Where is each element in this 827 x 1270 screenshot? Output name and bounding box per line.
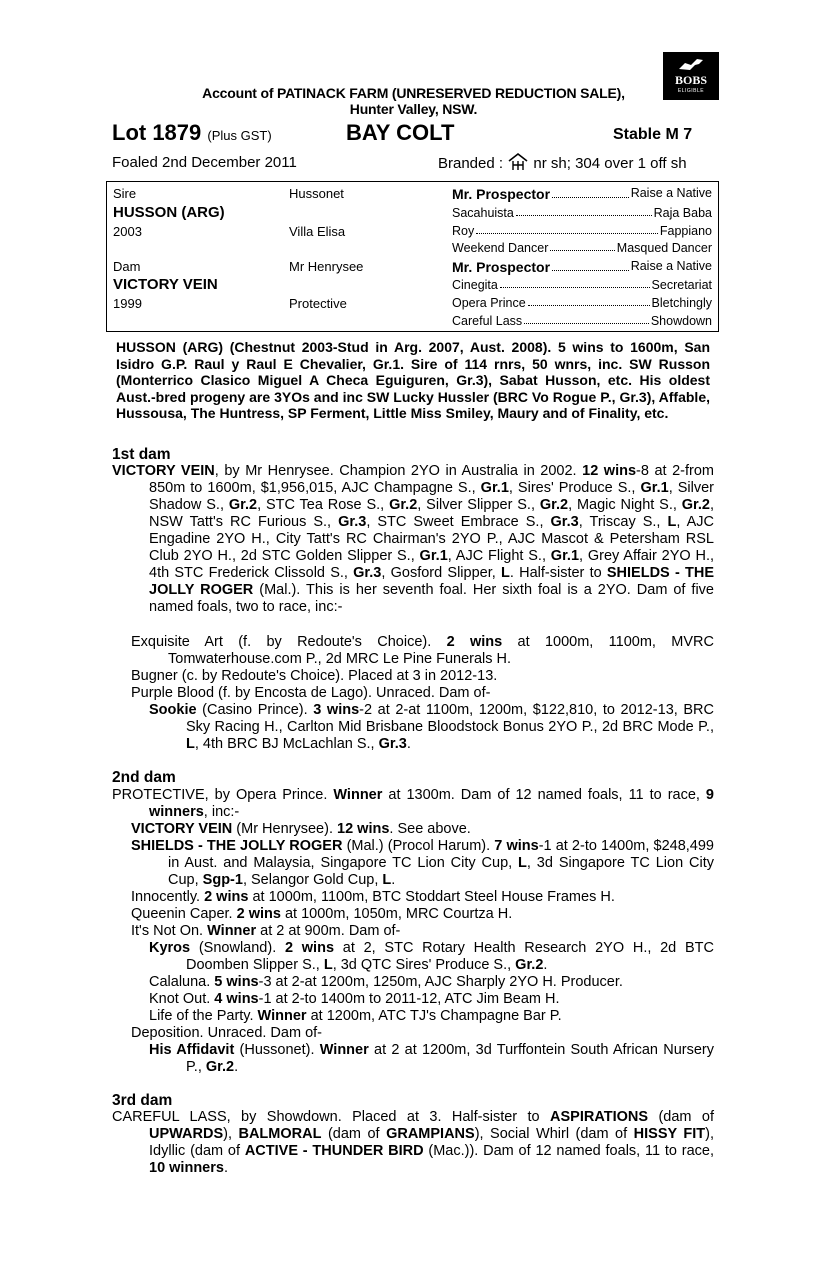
branded-info (438, 152, 687, 172)
grade-bold: Gr.3 (550, 514, 579, 530)
text: . (406, 736, 411, 752)
horse-name-bold: His Affidavit (149, 1042, 235, 1058)
grade-bold: Sgp-1 (202, 872, 243, 888)
text: (dam of (648, 1109, 714, 1125)
text: ), Idyllic (dam of (149, 1126, 715, 1159)
winner-bold: Winner (319, 1042, 369, 1058)
third-dam-paragraph (112, 1109, 714, 1177)
pedigree-ancestor-sire: Raise a Native (630, 259, 712, 273)
grade-bold: Gr.2 (681, 497, 710, 513)
text: at 1300m. Dam of 12 named foals, 11 to race, (382, 787, 706, 803)
text: (Mr Henrysee). (232, 821, 338, 837)
text: , AJC Engadine 2YO H., City Tatt's RC Chairman's 2YO P., AJC Mascot & Petersham RSL Club 2YO H., 2d STC Golden Slipper S., (149, 514, 714, 564)
progeny-entry (149, 974, 714, 991)
text: , Magic Night S., (568, 497, 682, 513)
sire-sire: Hussonet (289, 186, 344, 201)
lot-description: BAY COLT (346, 120, 455, 145)
text: . (223, 1160, 228, 1176)
pedigree-row (452, 296, 712, 310)
horse-name-bold: GRAMPIANS (386, 1126, 475, 1142)
first-dam-paragraph (112, 463, 714, 616)
text: (Mal.) (Procol Harum). (342, 838, 495, 854)
winners-bold: 9 winners (149, 787, 714, 820)
first-dam-heading: 1st dam (112, 446, 171, 463)
second-dam-heading: 2nd dam (112, 769, 176, 786)
progeny-entry (149, 940, 714, 974)
text: at 1000m, 1050m, MRC Courtza H. (280, 906, 513, 922)
horse-name-bold: BALMORAL (238, 1126, 322, 1142)
grade-bold: Gr.1 (640, 480, 669, 496)
pedigree-ancestor: Sacahuista (452, 206, 514, 220)
horse-icon (677, 56, 705, 72)
grade-bold: Gr.2 (228, 497, 258, 513)
horse-name-bold: SHIELDS - THE JOLLY ROGER (149, 565, 714, 598)
horse-name-bold: SHIELDS - THE JOLLY ROGER (131, 838, 343, 854)
pedigree-ancestor: Opera Prince (452, 296, 526, 310)
wins-bold: 2 wins (236, 906, 281, 922)
wins-bold: 2 wins (446, 634, 503, 650)
pedigree-row (452, 259, 712, 275)
text: at 2 at 900m. Dam of- (256, 923, 401, 939)
pedigree-row (452, 224, 712, 238)
text: It's Not On. (131, 923, 208, 939)
pedigree-ancestor: Roy (452, 224, 475, 238)
text: , STC Tea Rose S., (257, 497, 390, 513)
text: ), (223, 1126, 239, 1142)
listed-bold: L (382, 872, 392, 888)
text: , inc:- (203, 804, 240, 820)
pedigree-ancestor-sire: Raja Baba (653, 206, 712, 220)
text: -8 at 2-from 850m to 1600m, $1,956,015, AJC Champagne S., (149, 463, 714, 496)
progeny-entry (131, 821, 714, 838)
wins-bold: 4 wins (214, 991, 259, 1007)
text: Innocently. (131, 889, 205, 905)
branded-text: nr sh; 304 over 1 off sh (533, 155, 687, 172)
winner-bold: Winner (257, 1008, 307, 1024)
listed-bold: L (667, 514, 677, 530)
text: Exquisite Art (f. by Redoute's Choice). (131, 634, 447, 650)
grade-bold: Gr.3 (353, 565, 382, 581)
pedigree-row (452, 278, 712, 292)
progeny-entry (131, 889, 714, 906)
listed-bold: L (186, 736, 195, 752)
text: (Mac.)). Dam of 12 named foals, 11 to race, (423, 1143, 714, 1159)
account-line: Account of PATINACK FARM (UNRESERVED REDUCTION SALE), (202, 85, 625, 101)
text: Calaluna. (149, 974, 215, 990)
grade-bold: Gr.1 (480, 480, 509, 496)
sire-summary: HUSSON (ARG) (Chestnut 2003-Stud in Arg. 2007, Aust. 2008). 5 wins to 1600m, San Isidro G.P. Raul y Raul E Chevalier, Gr.1. Sire of 114 rnrs, 50 wnrs, inc. SW Russon (Monterrico Clasico Miguel A Checa Eguiguren, Gr.3), Sabat Husson, etc. His oldest Aust.-bred progeny are 3YOs and inc SW Lucky Hussler (BRC Vo Rogue P., Gr.3), Affable, Hussousa, The Huntress, SP Ferment, Little Miss Smiley, Maury and of Finality, etc. (116, 339, 710, 421)
lot-number (112, 120, 272, 146)
grade-bold: Gr.2 (205, 1059, 235, 1075)
text: . (234, 1059, 239, 1075)
wins-bold: 7 wins (494, 838, 539, 854)
text: at 1200m, ATC TJ's Champagne Bar P. (306, 1008, 562, 1024)
pedigree-ancestor: Mr. Prospector (452, 186, 551, 202)
wins-bold: 2 wins (284, 940, 335, 956)
progeny-entry (149, 1008, 714, 1025)
listed-bold: L (501, 565, 510, 581)
branded-label: Branded : (438, 155, 504, 172)
text: at 1000m, 1100m, BTC Stoddart Steel House Frames H. (248, 889, 615, 905)
location-line: Hunter Valley, NSW. (349, 101, 478, 117)
pedigree-row (452, 206, 712, 220)
grade-bold: Gr.3 (378, 736, 407, 752)
progeny-entry: Purple Blood (f. by Encosta de Lago). Unraced. Dam of- (131, 685, 491, 701)
pedigree-ancestor-sire: Fappiano (659, 224, 712, 238)
pedigree-row (452, 186, 712, 202)
text: , STC Sweet Embrace S., (366, 514, 551, 530)
grade-bold: Gr.2 (515, 957, 544, 973)
text: at 1000m, 1100m, MVRC Tomwaterhouse.com P., 2d MRC Le Pine Funerals H. (168, 634, 714, 667)
progeny-entry (131, 838, 714, 889)
text: . (391, 872, 396, 888)
text: , by Mr Henrysee. Champion 2YO in Australia in 2002. (214, 463, 583, 479)
winner-bold: Winner (333, 787, 383, 803)
brand-mark-icon (507, 152, 529, 172)
logo-subtext: ELIGIBLE (677, 88, 705, 94)
pedigree-row (452, 241, 712, 255)
sire-name: HUSSON (ARG) (113, 204, 225, 221)
dam-label: Dam (113, 259, 141, 274)
dam-dam: Protective (289, 296, 347, 311)
text: (Mal.). This is her seventh foal. Her sixth foal is a 2YO. Dam of five named foals, two to race, inc:- (149, 582, 714, 615)
text: , 3d Singapore TC Lion City Cup, (168, 855, 715, 888)
pedigree-ancestor: Cinegita (452, 278, 498, 292)
text: , 3d QTC Sires' Produce S., (332, 957, 516, 973)
progeny-entry: Deposition. Unraced. Dam of- (131, 1025, 322, 1041)
text: (Hussonet). (234, 1042, 320, 1058)
progeny-entry (149, 702, 714, 753)
text: (dam of (321, 1126, 387, 1142)
text: (Casino Prince). (196, 702, 314, 718)
progeny-entry: Bugner (c. by Redoute's Choice). Placed at 3 in 2012-13. (131, 668, 498, 684)
text: at 2, STC Rotary Health Research 2YO H., 2d BTC Doomben Slipper S., (186, 940, 714, 973)
second-dam-paragraph (112, 787, 714, 821)
pedigree-ancestor-sire: Bletchingly (651, 296, 712, 310)
lot-number-text: Lot 1879 (112, 120, 202, 145)
text: , Triscay S., (578, 514, 668, 530)
horse-name-bold: VICTORY VEIN (131, 821, 233, 837)
wins-bold: 2 wins (204, 889, 249, 905)
horse-name-bold: Kyros (149, 940, 191, 956)
winner-bold: Winner (207, 923, 257, 939)
bobs-logo (663, 52, 719, 100)
wins-bold: 12 wins (337, 821, 390, 837)
progeny-entry (131, 923, 714, 940)
text: . Half-sister to (509, 565, 607, 581)
horse-name-bold: ASPIRATIONS (550, 1109, 649, 1125)
third-dam-heading: 3rd dam (112, 1092, 173, 1109)
text: , 4th BRC BJ McLachlan S., (194, 736, 379, 752)
horse-name-bold: Sookie (149, 702, 197, 718)
pedigree-ancestor: Mr. Prospector (452, 259, 551, 275)
wins-bold: 3 wins (313, 702, 360, 718)
text: Queenin Caper. (131, 906, 237, 922)
stable-label: Stable M 7 (613, 126, 693, 143)
winners-bold: 10 winners (149, 1160, 224, 1176)
text: -3 at 2-at 1200m, 1250m, AJC Sharply 2YO H. Producer. (258, 974, 623, 990)
horse-name-bold: ACTIVE - THUNDER BIRD (244, 1143, 424, 1159)
pedigree-ancestor-sire: Showdown (650, 314, 712, 328)
listed-bold: L (323, 957, 333, 973)
dam-name: VICTORY VEIN (113, 276, 218, 293)
text: (Snowland). (190, 940, 285, 956)
text: -1 at 2-to 1400m to 2011-12, ATC Jim Beam H. (258, 991, 560, 1007)
progeny-entry (131, 634, 714, 668)
text: , NSW Tatt's RC Furious S., (149, 497, 715, 530)
grade-bold: Gr.2 (389, 497, 418, 513)
pedigree-ancestor: Careful Lass (452, 314, 523, 328)
gst-note: (Plus GST) (207, 128, 272, 143)
progeny-entry (149, 1042, 714, 1076)
text: , Silver Shadow S., (149, 480, 714, 513)
sire-year: 2003 (113, 224, 142, 239)
wins-bold: 12 wins (582, 463, 637, 479)
text: PROTECTIVE, by Opera Prince. (112, 787, 334, 803)
grade-bold: Gr.2 (539, 497, 569, 513)
pedigree-ancestor-sire: Raise a Native (630, 186, 712, 200)
text: , Selangor Gold Cup, (242, 872, 383, 888)
listed-bold: L (518, 855, 527, 871)
text: -2 at 2-at 1100m, 1200m, $122,810, to 2012-13, BRC Sky Racing H., Carlton Mid Brisbane Bloodstock Bonus 2YO P., 2d BRC Mode P., (186, 702, 714, 735)
horse-name-bold: UPWARDS (149, 1126, 224, 1142)
grade-bold: Gr.1 (419, 548, 448, 564)
text: . See above. (389, 821, 471, 837)
sire-dam: Villa Elisa (289, 224, 346, 239)
logo-text: BOBS (674, 73, 707, 87)
foaled-date: Foaled 2nd December 2011 (112, 154, 297, 171)
text: , Sires' Produce S., (508, 480, 641, 496)
progeny-entry (131, 906, 714, 923)
wins-bold: 5 wins (214, 974, 259, 990)
dam-name-bold: VICTORY VEIN (112, 463, 215, 479)
pedigree-ancestor-sire: Masqued Dancer (616, 241, 712, 255)
text: ), Social Whirl (dam of (474, 1126, 634, 1142)
dam-sire: Mr Henrysee (289, 259, 364, 274)
text: . (543, 957, 548, 973)
horse-name-bold: HISSY FIT (633, 1126, 706, 1142)
text: , Grey Affair 2YO H., 4th STC Frederick Clissold S., (149, 548, 715, 581)
text: , Gosford Slipper, (381, 565, 501, 581)
sire-label: Sire (113, 186, 137, 201)
grade-bold: Gr.3 (338, 514, 367, 530)
pedigree-ancestor: Weekend Dancer (452, 241, 549, 255)
text: , AJC Flight S., (447, 548, 551, 564)
dam-year: 1999 (113, 296, 142, 311)
pedigree-row (452, 314, 712, 328)
text: -1 at 2-to 1400m, $248,499 in Aust. and Malaysia, Singapore TC Lion City Cup, (168, 838, 714, 871)
text: Knot Out. (149, 991, 215, 1007)
text: , Silver Slipper S., (417, 497, 540, 513)
text: at 2 at 1200m, 3d Turffontein South African Nursery P., (186, 1042, 714, 1075)
text: CAREFUL LASS, by Showdown. Placed at 3. Half-sister to (112, 1109, 551, 1125)
pedigree-ancestor-sire: Secretariat (651, 278, 712, 292)
progeny-entry (149, 991, 714, 1008)
text: Life of the Party. (149, 1008, 258, 1024)
grade-bold: Gr.1 (550, 548, 580, 564)
